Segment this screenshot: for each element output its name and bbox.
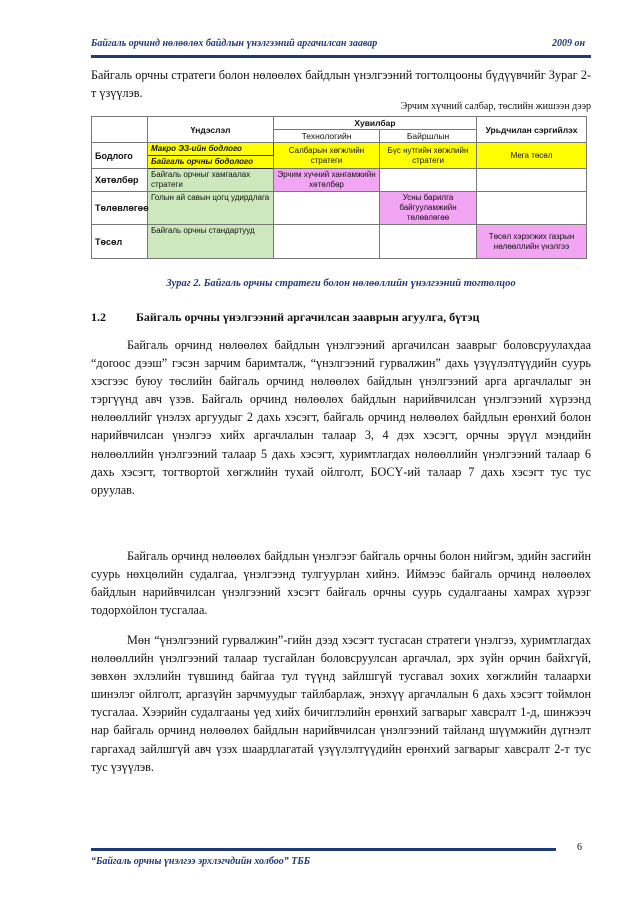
footer-rule: [91, 848, 556, 851]
header-undeslel: Үндэслэл: [148, 117, 274, 143]
cell-tosol-ub: Байгаль орчны стандартууд: [148, 225, 274, 259]
table-row-tolovlogoo: [92, 192, 587, 225]
header-title: Байгаль орчинд нөлөөлөх байдлын үнэлгээний аргачилсан заавар: [91, 38, 378, 49]
cell-tosol-bair: [380, 225, 477, 259]
strategy-table: [91, 116, 587, 259]
header-bairshil: Байршлын: [380, 130, 477, 143]
cell-tolovlogoo-bair: Усны барилга байгууламжийн төлөвлөгөө: [380, 192, 477, 225]
cell-bodlogo-tech: Салбарын хөгжлийн стратеги: [274, 143, 380, 169]
cell-tolovlogoo-tech: [274, 192, 380, 225]
table-row-bodlogo: [92, 143, 587, 156]
intro-paragraph: Байгаль орчны стратеги болон нөлөөлөх байдлын үнэлгээний тогтолцооны бүдүүвчийг Зураг 2-т үзүүлэв.: [91, 68, 591, 100]
header-blank-cell: [92, 117, 148, 143]
table-row-khotolbor: [92, 169, 587, 192]
figure-caption: Зураг 2. Байгаль орчны стратеги болон нөлөөллийн үнэлгээний тогтолцоо: [166, 278, 516, 289]
body-paragraph-2: Байгаль орчинд нөлөөлөх байдлын үнэлгээг байгаль орчны болон нийгэм, эдийн засгийн суурь нөхцөлийн судалгаа, үнэлгээнд тулгуурлан хийнэ. Иймээс байгаль орчинд нөлөөлөх байдлын нарийвчилсан үнэлгээний хэсэгт байгаль орчны суурь судалгааны хамрах хүрээг тодорхойлон тусгалаа.: [91, 549, 591, 618]
row-label-tosol: Төсөл: [92, 225, 148, 259]
footer-text: “Байгаль орчны үнэлгээ эрхлэгчдийн холбоо” ТББ: [91, 856, 311, 867]
row-label-khotolbor: Хөтөлбөр: [92, 169, 148, 192]
cell-bodlogo-urid: Мега төсөл: [477, 143, 587, 169]
cell-tosol-tech: [274, 225, 380, 259]
cell-khotolbor-bair: [380, 169, 477, 192]
header-year: 2009 он: [551, 38, 585, 49]
body-paragraph-1: Байгаль орчинд нөлөөлөх байдлын үнэлгээний аргачилсан зааврыг боловсруулахдаа “доroос дээш” гэсэн зарчим баримталж, “үнэлгээний гурвалжин” дахь үзүүлэлтүүдийн суурь хэсгээс буюу төслийн байгаль орчинд нөлөөлөх байдлын үнэлгээний арга аргачлалыг эн тэргүүнд авч үзэв. Байгаль орчинд нөлөөлөх байдлын нарийвчилсан үнэлгээний хүрээнд нөлөөллийг үнэлэх аргуудыг 2 дахь хэсэгт, байгаль орчинд нөлөөлөх байдлын ерөнхий болон нарийвчилсан үнэлгээ хийх аргачлалын талаар 3, 4 дэх хэсэгт, орчны эрүүл мэндийн нөлөөллийн үнэлгээний талаар 5 дахь хэсэгт, хуримтлагдах нөлөөллийн үнэлгээний талаар 6 дахь хэсэгт, тогтвортой хөгжлийн тухай ойлголт, БОСҮ-ий талаар 7 дахь хэсэгт тус тус оруулав.: [91, 338, 591, 497]
header-khuvilbar: Хувилбар: [274, 117, 477, 130]
table-row-tosol: [92, 225, 587, 259]
header-uridchilan: Урьдчилан сэргийлэх: [477, 117, 587, 143]
row-label-tolovlogoo: Төлөвлөгөө: [92, 192, 148, 225]
row-label-bodlogo: Бодлого: [92, 143, 148, 169]
cell-bodlogo-bair: Бүс нутгийн хөгжлийн стратеги: [380, 143, 477, 169]
body-paragraph-3: Мөн “үнэлгээний гурвалжин”-гийн дээд хэсэгт тусгасан стратеги үнэлгээ, хуримтлагдах нөлөөллийн үнэлгээний талаар тусгайлан боловсруулсан аргачлал, эрх зүйн орчин байхгүй, зөвхөн эхлэлийн түвшинд байгаа тул түүнд зайлшгүй тусгавал зохих хөгжлийн талаархи шинэлэг ойлголт, аргазүйн зарчмуудыг тайлбарлаж, энэхүү аргачлалын 6 дахь хэсэгт тоймлон тусгалаа. Хээрийн судалгааны үед хийх бичиглэлийн ерөнхий загварыг хавсралт 1-д, шинжээч нар байгаль орчинд нөлөөлөх байдлын нарийвчилсан үнэлгээний тайланд шүүмжийн дүгнэлт гаргахад зайлшгүй авч үзэх шаардлагатай үзүүлэлтүүдийн ерөнхий загварыг хавсралт 2-т тус тус үзүүлэв.: [91, 633, 591, 774]
header-rule: [91, 55, 591, 58]
cell-khotolbor-urid: [477, 169, 587, 192]
header-tekhnologi: Технологийн: [274, 130, 380, 143]
section-number: 1.2: [91, 310, 106, 324]
page-number: 6: [577, 842, 582, 853]
cell-khotolbor-tech: Эрчим хүчний хангамжийн хөтөлбөр: [274, 169, 380, 192]
table-caption: Эрчим хүчний салбар, төслийн жишээн дээр: [400, 101, 591, 112]
section-title: Байгаль орчны үнэлгээний аргачилсан зааврын агуулга, бүтэц: [136, 310, 480, 324]
cell-tolovlogoo-urid: [477, 192, 587, 225]
table-header-row: [92, 117, 587, 130]
cell-khotolbor-ub: Байгаль орчныг хамгаалах стратеги: [148, 169, 274, 192]
cell-bodlogo-macro: Макро ЭЗ-ийн бодлого: [148, 143, 274, 156]
cell-bodlogo-env: Байгаль орчны бодолого: [148, 156, 274, 169]
cell-tosol-urid: Төсөл хэрэгжих газрын нөлөөллийн үнэлгээ: [477, 225, 587, 259]
cell-tolovlogoo-ub: Голын ай савын цогц удирдлага: [148, 192, 274, 225]
